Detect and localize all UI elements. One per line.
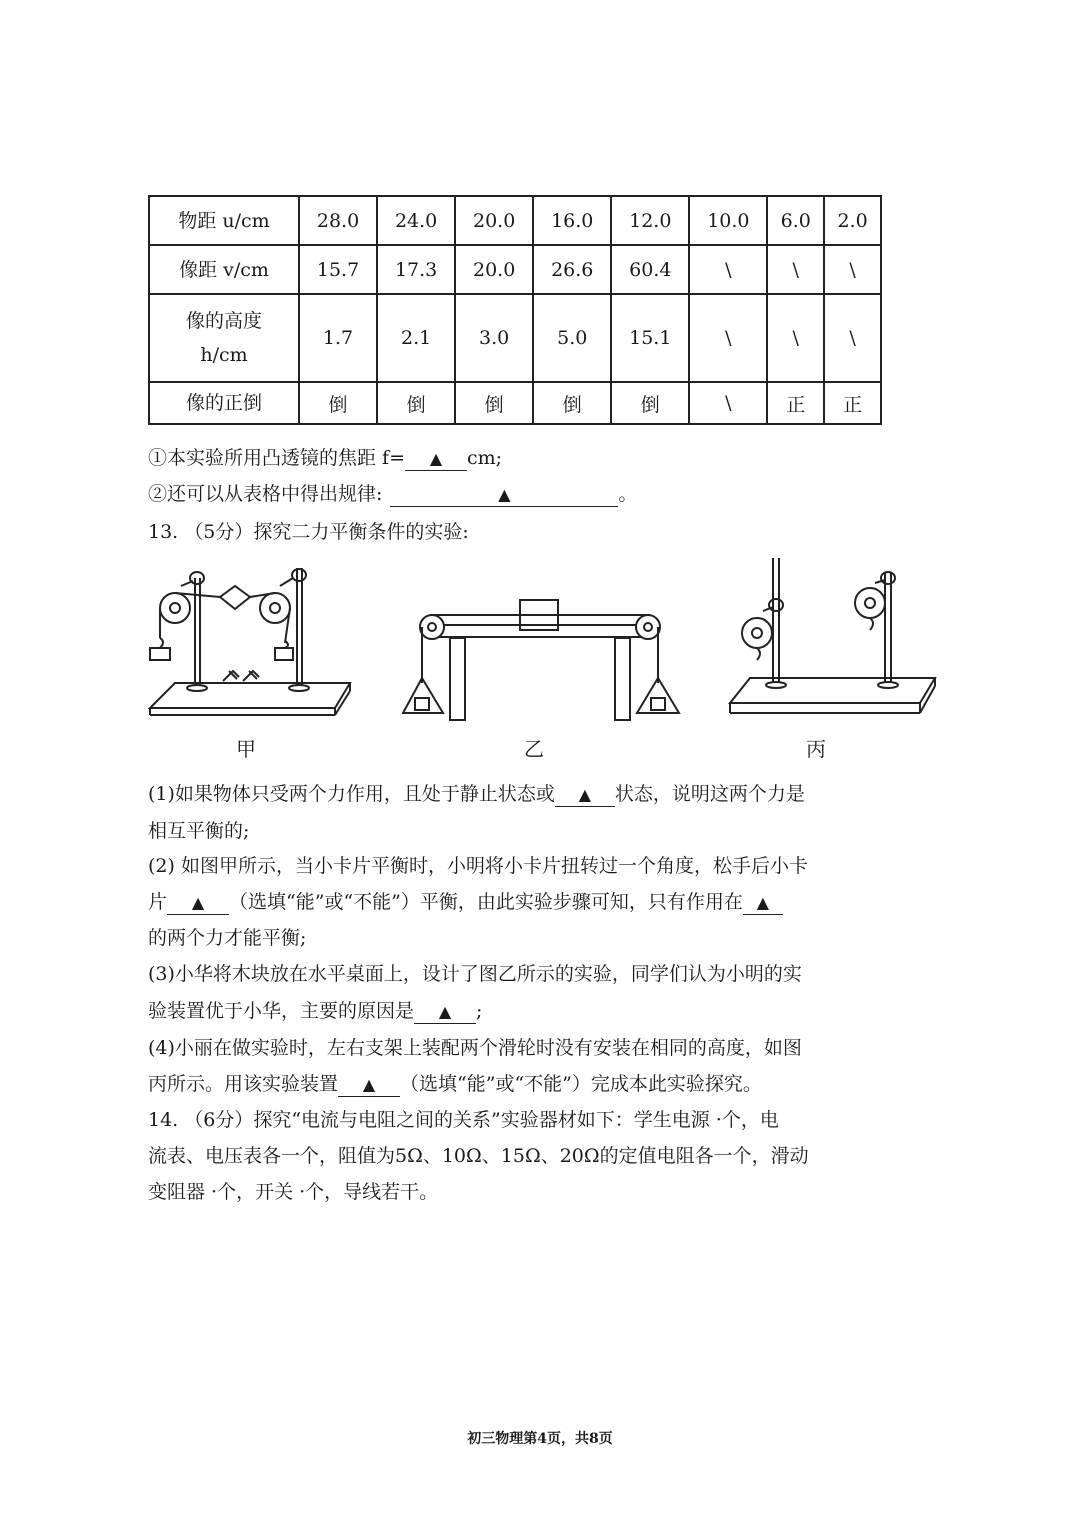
q13-part2-line2: 片 ▲ （选填“能”或“不能”）平衡，由此实验步骤可知，只有作用在 ▲ <box>148 888 783 916</box>
table-row <box>149 196 881 245</box>
q14-line2: 流表、电压表各一个，阻值为5Ω、10Ω、15Ω、20Ω的定值电阻各一个，滑动 <box>148 1145 809 1167</box>
table-cell: 倒 <box>377 382 455 424</box>
page-footer: 初三物理第4页，共8页 <box>467 1431 613 1447</box>
figure-jia <box>150 568 350 715</box>
table-cell: 倒 <box>299 382 377 424</box>
row-header <box>149 294 299 382</box>
q13-title: 13. （5分）探究二力平衡条件的实验: <box>148 521 469 543</box>
table-cell: 正 <box>824 382 881 424</box>
q13-part2-line1: (2) 如图甲所示，当小卡片平衡时，小明将小卡片扭转过一个角度，松手后小卡 <box>148 855 808 877</box>
table-cell: 28.0 <box>299 196 377 245</box>
table-cell: 倒 <box>611 382 689 424</box>
q12-item1: ①本实验所用凸透镜的焦距 f= ▲ cm; <box>148 447 503 469</box>
table-cell: 24.0 <box>377 196 455 245</box>
table-cell: 60.4 <box>611 245 689 294</box>
table-cell: \ <box>824 245 881 294</box>
experiment-figures <box>145 553 945 763</box>
answer-blank[interactable]: ▲ <box>390 484 618 507</box>
table-cell: 正 <box>767 382 824 424</box>
table-cell: 5.0 <box>533 294 611 382</box>
table-cell: 17.3 <box>377 245 455 294</box>
figure-label-jia: 甲 <box>236 737 256 761</box>
q13-part4-line2: 丙所示。用该实验装置 ▲ （选填“能”或“不能”）完成本此实验探究。 <box>148 1073 762 1095</box>
table-row <box>149 245 881 294</box>
figure-label-yi: 乙 <box>524 737 544 761</box>
q13-part3-line1: (3)小华将木块放在水平桌面上，设计了图乙所示的实验，同学们认为小明的实 <box>148 963 802 985</box>
table-row <box>149 294 881 382</box>
q14-line3: 变阻器 ·个，开关 ·个，导线若干。 <box>148 1181 439 1203</box>
table-cell: 15.1 <box>611 294 689 382</box>
table-cell: \ <box>689 294 767 382</box>
q13-part1-line1: (1)如果物体只受两个力作用，且处于静止状态或 ▲ 状态，说明这两个力是 <box>148 783 805 805</box>
row-header-line2: h/cm <box>200 344 248 366</box>
table-cell: 12.0 <box>611 196 689 245</box>
answer-blank[interactable]: ▲ <box>414 1001 476 1024</box>
answer-blank[interactable]: ▲ <box>167 892 229 915</box>
table-cell: 6.0 <box>767 196 824 245</box>
table-cell: 20.0 <box>455 196 533 245</box>
figure-label-bing: 丙 <box>806 737 826 761</box>
table-cell: \ <box>767 245 824 294</box>
table-cell: \ <box>767 294 824 382</box>
lens-data-table <box>148 195 882 425</box>
table-cell: 15.7 <box>299 245 377 294</box>
table-cell: 2.1 <box>377 294 455 382</box>
table-cell: 10.0 <box>689 196 767 245</box>
table-cell: 倒 <box>455 382 533 424</box>
table-row <box>149 382 881 424</box>
answer-blank[interactable]: ▲ <box>743 892 783 915</box>
row-header-line1: 像的高度 <box>185 310 262 332</box>
q12-item2: ②还可以从表格中得出规律: ▲ 。 <box>148 483 638 505</box>
q13-part1-line2: 相互平衡的; <box>148 820 250 842</box>
row-header: 像距 v/cm <box>149 245 299 294</box>
table-cell: 26.6 <box>533 245 611 294</box>
table-cell: \ <box>689 245 767 294</box>
q13-part3-line2: 验装置优于小华，主要的原因是 ▲ ; <box>148 1000 483 1022</box>
table-cell: \ <box>689 382 767 424</box>
table-cell: 倒 <box>533 382 611 424</box>
table-cell: 2.0 <box>824 196 881 245</box>
row-header: 物距 u/cm <box>149 196 299 245</box>
answer-blank[interactable]: ▲ <box>555 784 615 807</box>
table-cell: 16.0 <box>533 196 611 245</box>
figure-yi <box>403 600 679 720</box>
table-cell: 3.0 <box>455 294 533 382</box>
table-cell: 1.7 <box>299 294 377 382</box>
q13-part4-line1: (4)小丽在做实验时，左右支架上装配两个滑轮时没有安装在相同的高度，如图 <box>148 1037 802 1059</box>
answer-blank[interactable]: ▲ <box>338 1074 400 1097</box>
row-header: 像的正倒 <box>149 382 299 424</box>
q13-part2-line3: 的两个力才能平衡; <box>148 927 307 949</box>
figure-bing <box>730 558 935 713</box>
table-cell: 20.0 <box>455 245 533 294</box>
table-cell: \ <box>824 294 881 382</box>
q14-line1: 14. （6分）探究“电流与电阻之间的关系”实验器材如下：学生电源 ·个，电 <box>148 1109 779 1131</box>
answer-blank[interactable]: ▲ <box>405 448 467 471</box>
